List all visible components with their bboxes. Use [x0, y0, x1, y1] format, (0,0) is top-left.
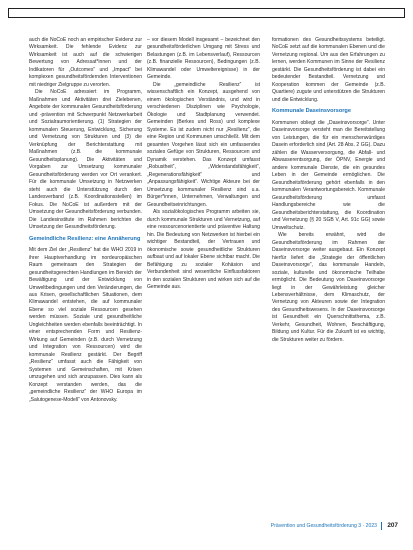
paragraph: Die „gemeindliche Resilienz“ ist wissenschaftlich ein Konzept, ausgehend von einem ökologischen Verständnis, und wird in verschiedenen Disziplinen wie Psychologie, Ökologie und Stadtplanung verwendet. Gemeinden (Berkes und Ross) und komplexe Systeme. Es ist zudem nicht nur „Resilienz“, die eine Region und Kommunen umschließt. Mit dem gesamten Vorgehen lässt sich ein umfassendes soziales Gefüge von Strukturen, Ressourcen und Dynamik verstehen. Das Konzept umfasst „Robustheit“, „Widerstandsfähigkeit“, „Regenerationsfähigkeit“ und „Anpassungsfähigkeit“. Wichtige Akteure bei der Umsetzung kommunaler Resilienz sind u.a. Bürger*innen, Unternehmen, Verwaltungen und Gesundheitseinrichtungen. — [147, 81, 260, 208]
journal-citation: Prävention und Gesundheitsförderung 3 · 2023 — [270, 523, 377, 529]
paragraph: formationen des Gesundheitssystems beteiligt. NoCoE setzt auf die kommunalen Ebenen und die Vernetzung regional. Um aus den Erfahrungen zu lernen, werden Kommunen im Sinne der Resilienz gestärkt. Die Gesundheitsförderung ist dabei ein bedeutender Bestandteil. Vernetzung und Kooperation kommen der Gemeinde (z.B. Quartiere) zugute und unterstützen die Strukturen und die Entwicklung. — [272, 37, 385, 103]
paragraph: Kommunen obliegt die „Daseinsvorsorge“. Unter Daseinsvorsorge versteht man die Bereitstellung von Leistungen, die für ein menschenwürdiges Dasein erforderlich sind (Art. 28 Abs. 2 GG). Dazu zählen die Wasserversorgung, die Abfall- und Abwasserentsorgung, der ÖPNV, Energie und andere kommunale Dienste, die ein gesundes Leben in der Gemeinde ermöglichen. Die Gesundheitsförderung gehört ebenfalls in den kommunalen Verantwortungsbereich. Kommunale Gesundheitsförderung umfasst Handlungsbereiche wie die Gesundheitsberichterstattung, die Koordination und Vernetzung (§ 20 SGB V, Art. 91c GG) sowie Umweltschutz. — [272, 119, 385, 231]
paragraph: Mit dem Ziel der „Resilienz“ hat die WHO 2019 in ihrer Hauptverhandlung im nordeuropäischen Raum gemeinsam den Strategien der gesundheitsgerechten Handlungen im Bereich der Bewältigung und der Entwicklung von Umweltbedingungen und den Veränderungen, die aus Krisen, gesellschaftlichen Situationen, dem Klimawandel entstehen, die auf kommunaler Ebene so viel soziale Ressourcen gesehen werden müssen. Soziale und gesundheitliche Ungleichheiten werden ebenfalls beeinträchtigt. In einer entsprechenden Form und Resilienz-Wirkung auf Gemeinden (z.B. durch Vernetzung und Integration von Ressourcen) wird die kommunale Resilienz gestärkt. Der Begriff „Resilienz“ umfasst auch die Fähigkeit von Systemen und Gemeinschaften, mit Krisen umzugehen und sich anzupassen. Dies kann als Konzept verstanden werden, das die „gemeindliche Resilienz“ der WHO Europa im „Salutogenese-Modell“ von Antonovsky. — [29, 247, 142, 403]
text-column-1 — [29, 37, 142, 404]
paragraph: Als sozialökologisches Programm arbeiten sie, durch kommunale Strukturen und Vernetzung, auf eine ressourcenorientierte und präventive Haltung hin. Die Bedeutung von Netzwerken ist hierbei ein wichtiger Bestandteil, der Vertrauen und ökonomische sowie gesundheitliche Strukturen aufbaut und auf lokaler Ebene sichtbar macht. Die Befähigung zu sozialer Kohäsion und Verbundenheit sind wesentliche Einflussfaktoren in den sozialen Strukturen und wirken sich auf die Gemeinde aus. — [147, 209, 260, 290]
paragraph: Wie bereits erwähnt, wird die Gesundheitsförderung im Rahmen der Daseinsvorsorge weiter ausgebaut. Ein Konzept hierfür liefert die „Strategie der öffentlichen Daseinsvorsorge“, das kommunale Handeln, soziale, kulturelle und ökonomische Teilhabe ermöglicht. Die Bedeutung von Daseinsvorsorge liegt in der Gewährleistung gleicher Lebensverhältnisse, dem Klimaschutz, der Vernetzung von Akteuren sowie der Integration des Gesundheitswesens. In der Daseinsvorsorge ist Gesundheit ein Querschnittsthema, z.B. Verkehr, Gesundheit, Wohnen, Beschäftigung, Bildung und Kultur. Für die Zukunft ist es wichtig, die Strukturen weiter zu fördern. — [272, 232, 385, 343]
header-bar — [8, 8, 405, 18]
page-number: 207 — [387, 522, 398, 529]
text-column-2 — [147, 37, 260, 291]
section-heading-daseinsvorsorge: Kommunale Daseinsvorsorge — [272, 108, 351, 115]
paragraph: auch die NoCoE noch an empirischer Evidenz zur Wirksamkeit. Die fehlende Evidenz zur Wirksamkeit ist auch auf die schwierigen Bewertung von Adressat*innen und der Indikatoren für „Outcomes“ und „Impact“ bei komplexen gesundheitsfördernden Interventionen mit niedriger Zielgruppe zu verorten. — [29, 37, 142, 88]
paragraph: Die NoCoE adressiert im Programm, Maßnahmen und Aktivitäten drei Zielebenen, Angebote der kommunalen Gesundheitsförderung und -prävention mit Schwerpunkt Netzwerkarbeit und Sozialraumorientierung. (1) Strategien der kommunalen Steuerung, Entwicklung, Sicherung und Vernetzung von Strukturen und (3) die Verknüpfung der Berichterstattung mit Maßnahmen (z.B. die kommunale Gesundheitsplanung). Die Aktivitäten und Vorgaben zur Umsetzung kommunaler Gesundheitsförderung werden vor Ort verankert. Für die kommunale Umsetzung in Netzwerken steht auch die Unterstützung durch den Landesverband (z.B. Koordinationsstellen) im Fokus. Die NoCoE ist außerdem mit der Umsetzung der Gesundheitsförderung verbunden. Die Landesinstitute im Rahmen berichten die Umsetzung der Gesundheitsförderung. — [29, 89, 142, 231]
paragraph: – vor diesem Modell insgesamt – bezeichnet den gesundheitsförderlichen Umgang mit Stress und Belastungen (z.B. im Lebensverlauf), Ressourcen (z.B. finanzielle Ressourcen), Bedingungen (z.B. Klimawandel oder Umweltereignisse) in der Gemeinde. — [147, 37, 260, 81]
page-footer — [268, 521, 398, 531]
section-heading-resilience: Gemeindliche Resilienz: eine Annäherung — [29, 235, 141, 242]
footer-divider — [381, 522, 382, 530]
text-column-3 — [272, 37, 385, 344]
